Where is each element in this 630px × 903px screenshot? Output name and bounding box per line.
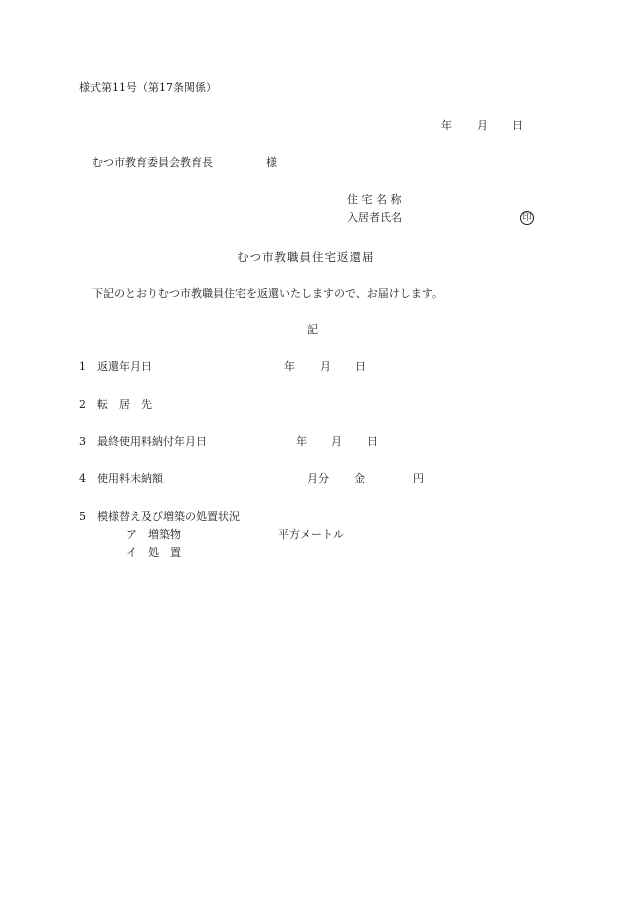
item5-sub-i: イ 処 置 (126, 546, 181, 559)
item1-month: 月 (320, 360, 331, 373)
item4-yen: 円 (413, 472, 424, 485)
item3-number: 3 (79, 435, 86, 448)
item4-amount: 金 (354, 472, 365, 485)
residence-name-label: 住 宅 名 称 (347, 193, 402, 206)
date-month-label: 月 (477, 119, 488, 132)
form-number: 様式第11号（第17条関係） (79, 81, 217, 94)
item4-months: 月分 (307, 472, 329, 485)
item1-day: 日 (355, 360, 366, 373)
document-title: むつ市教職員住宅返還届 (237, 250, 375, 264)
resident-name-label: 入居者氏名 (347, 211, 402, 224)
addressee-name: むつ市教育委員会教育長 (92, 156, 213, 169)
item2-number: 2 (79, 398, 86, 411)
item1-year: 年 (284, 360, 295, 373)
item5-label: 模様替え及び増築の処置状況 (97, 510, 240, 523)
item1-number: 1 (79, 360, 86, 373)
date-day-label: 日 (512, 119, 523, 132)
item5-sub-a: ア 増築物 (126, 528, 181, 541)
date-year-label: 年 (441, 119, 452, 132)
item4-label: 使用料未納額 (97, 472, 163, 485)
ki-heading: 記 (307, 323, 318, 336)
item3-month: 月 (331, 435, 342, 448)
item3-label: 最終使用料納付年月日 (97, 435, 207, 448)
item2-label: 転 居 先 (97, 398, 152, 411)
item4-number: 4 (79, 472, 86, 485)
item5-sub-a-unit: 平方メートル (278, 528, 344, 541)
addressee-honorific: 様 (266, 156, 277, 169)
item3-year: 年 (296, 435, 307, 448)
item3-day: 日 (367, 435, 378, 448)
item5-number: 5 (79, 510, 86, 523)
intro-text: 下記のとおりむつ市教職員住宅を返還いたしますので、お届けします。 (92, 287, 443, 300)
item1-label: 返還年月日 (97, 360, 152, 373)
seal-mark: 印 (520, 211, 534, 225)
